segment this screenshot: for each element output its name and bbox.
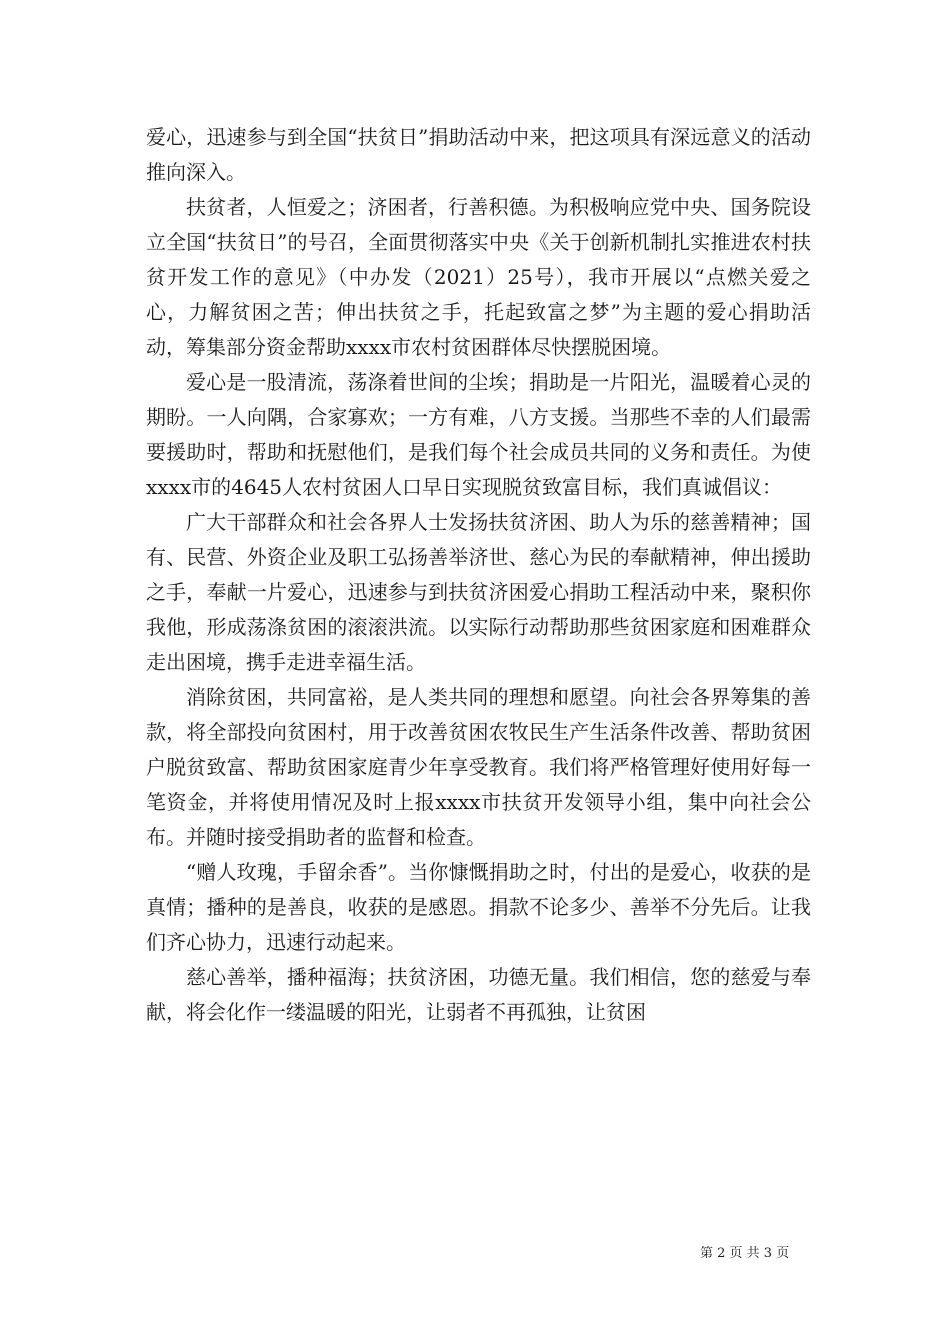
paragraph: 爱心是一股清流，荡涤着世间的尘埃；捐助是一片阳光，温暖着心灵的期盼。一人向隅，合家寡欢；一方有难，八方支援。当那些不幸的人们最需要援助时，帮助和抚慰他们，是我们每个社会成员共同的义务和责任。为使xxxx市的4645人农村贫困人口早日实现脱贫致富目标，我们真诚倡议：: [146, 370, 811, 499]
paragraph: 慈心善举，播种福海；扶贫济困，功德无量。我们相信，您的慈爱与奉献，将会化作一缕温暖的阳光，让弱者不再孤独，让贫困: [146, 965, 811, 1024]
page-number-footer: 第 2 页 共 3 页: [700, 1246, 790, 1261]
paragraph: 爱心，迅速参与到全国“扶贫日”捐助活动中来，把这项具有深远意义的活动推向深入。: [146, 125, 811, 184]
paragraph: “赠人玫瑰，手留余香”。当你慷慨捐助之时，付出的是爱心，收获的是真情；播种的是善良，收获的是感恩。捐款不论多少、善举不分先后。让我们齐心协力，迅速行动起来。: [146, 860, 811, 954]
document-body: [146, 120, 811, 1030]
paragraph: 扶贫者，人恒爱之；济困者，行善积德。为积极响应党中央、国务院设立全国“扶贫日”的号召，全面贯彻落实中央《关于创新机制扎实推进农村扶贫开发工作的意见》（中办发（2021）25号），我市开展以“点燃关爱之心，力解贫困之苦；伸出扶贫之手，托起致富之梦”为主题的爱心捐助活动，筹集部分资金帮助xxxx市农村贫困群体尽快摆脱困境。: [146, 195, 811, 359]
paragraph: 广大干部群众和社会各界人士发扬扶贫济困、助人为乐的慈善精神；国有、民营、外资企业及职工弘扬善举济世、慈心为民的奉献精神，伸出援助之手，奉献一片爱心，迅速参与到扶贫济困爱心捐助工程活动中来，聚积你我他，形成荡涤贫困的滚滚洪流。以实际行动帮助那些贫困家庭和困难群众走出困境，携手走进幸福生活。: [146, 510, 811, 674]
paragraph: 消除贫困，共同富裕，是人类共同的理想和愿望。向社会各界筹集的善款，将全部投向贫困村，用于改善贫困农牧民生产生活条件改善、帮助贫困户脱贫致富、帮助贫困家庭青少年享受教育。我们将严格管理好使用好每一笔资金，并将使用情况及时上报xxxx市扶贫开发领导小组，集中向社会公布。并随时接受捐助者的监督和检查。: [146, 685, 811, 849]
